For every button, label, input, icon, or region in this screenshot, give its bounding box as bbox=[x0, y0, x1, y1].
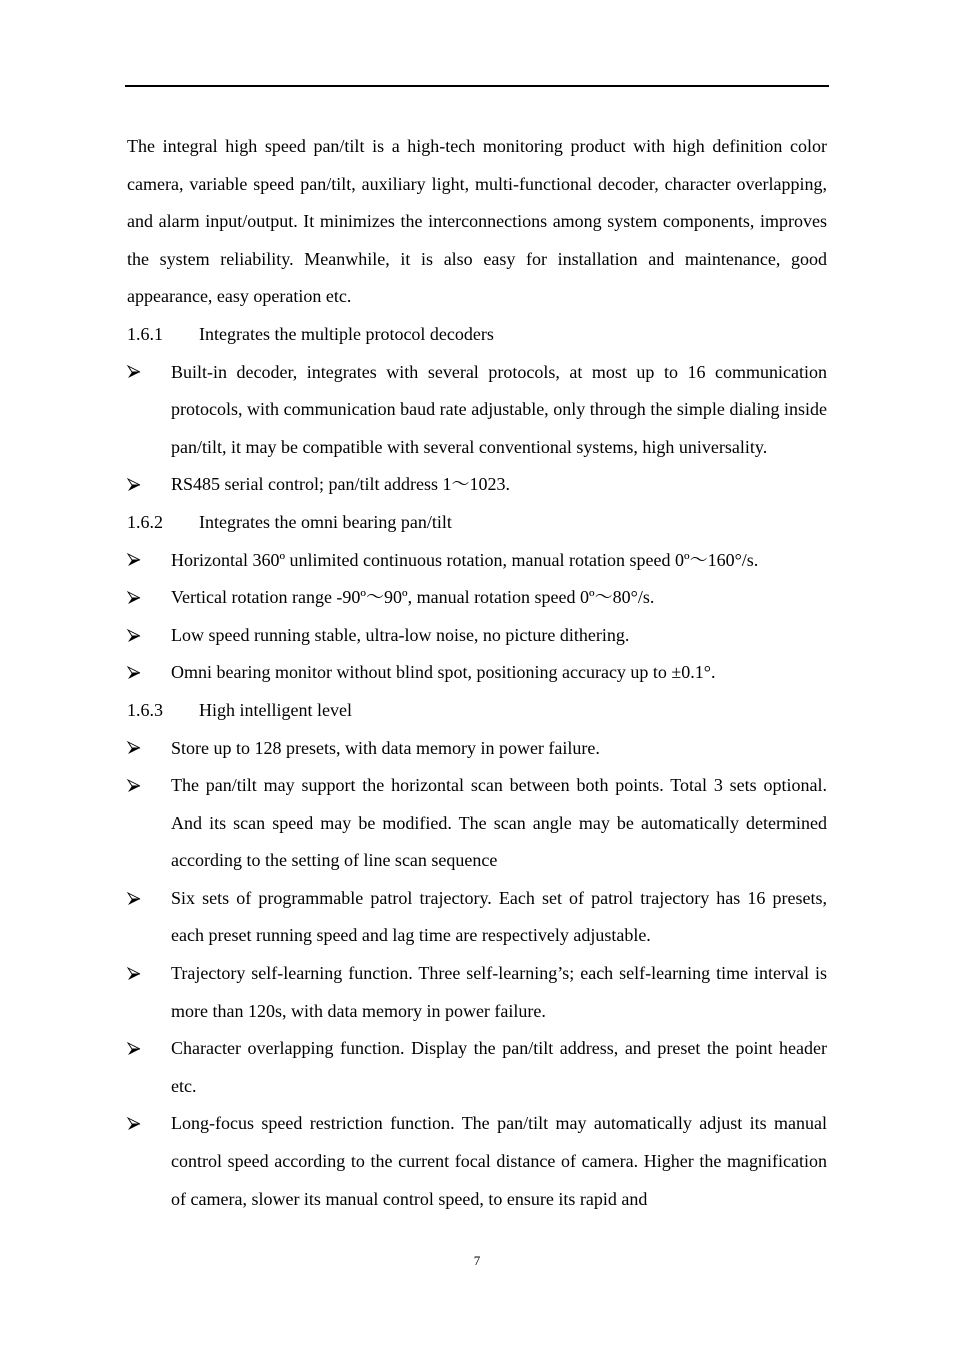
bullet-text: Trajectory self-learning function. Three self-learning’s; each self-learning time interval is more than 120s, with data memory in power failure. bbox=[171, 963, 827, 1021]
bullet-text: Long-focus speed restriction function. The pan/tilt may automatically adjust its manual control speed according to the current focal distance of camera. Higher the magnification of camera, slower its manual control speed, to ensure its rapid and bbox=[171, 1113, 827, 1209]
bullet-item bbox=[127, 730, 827, 768]
section-title: High intelligent level bbox=[199, 699, 352, 720]
section-heading bbox=[127, 504, 827, 542]
page-number: 7 bbox=[473, 1253, 481, 1268]
document-body bbox=[127, 128, 827, 1218]
bullet-text: RS485 serial control; pan/tilt address 1～1023. bbox=[171, 474, 510, 495]
arrowhead-bullet-icon bbox=[127, 617, 147, 655]
arrowhead-bullet-icon bbox=[127, 730, 147, 768]
bullet-item bbox=[127, 955, 827, 1030]
bullet-item bbox=[127, 1105, 827, 1218]
bullet-item bbox=[127, 880, 827, 955]
arrowhead-bullet-icon bbox=[127, 955, 147, 993]
arrowhead-bullet-icon bbox=[127, 654, 147, 692]
bullet-item bbox=[127, 1030, 827, 1105]
bullet-text: Store up to 128 presets, with data memory in power failure. bbox=[171, 737, 600, 758]
bullet-text: Omni bearing monitor without blind spot, positioning accuracy up to ±0.1°. bbox=[171, 662, 716, 683]
bullet-item bbox=[127, 354, 827, 467]
arrowhead-bullet-icon bbox=[127, 1105, 147, 1143]
arrowhead-bullet-icon bbox=[127, 542, 147, 580]
arrowhead-bullet-icon bbox=[127, 1030, 147, 1068]
intro-paragraph: The integral high speed pan/tilt is a high-tech monitoring product with high definition color camera, variable speed pan/tilt, auxiliary light, multi-functional decoder, character overlapping, and alarm input/output. It minimizes the interconnections among system components, improves the system reliability. Meanwhile, it is also easy for installation and maintenance, good appearance, easy operation etc. bbox=[127, 136, 827, 307]
bullet-text: Low speed running stable, ultra-low noise, no picture dithering. bbox=[171, 624, 630, 645]
bullet-text: The pan/tilt may support the horizontal scan between both points. Total 3 sets optional. And its scan speed may be modified. The scan angle may be automatically determined according to the setting of line scan sequence bbox=[171, 775, 827, 871]
arrowhead-bullet-icon bbox=[127, 579, 147, 617]
bullet-text: Built-in decoder, integrates with several protocols, at most up to 16 communication protocols, with communication baud rate adjustable, only through the simple dialing inside pan/tilt, it may be compatible with several conventional systems, high universality. bbox=[171, 361, 827, 457]
arrowhead-bullet-icon bbox=[127, 880, 147, 918]
arrowhead-bullet-icon bbox=[127, 767, 147, 805]
bullet-item bbox=[127, 767, 827, 880]
section-number: 1.6.2 bbox=[127, 511, 163, 532]
section-title: Integrates the multiple protocol decoders bbox=[199, 323, 494, 344]
header-rule bbox=[125, 85, 829, 87]
bullet-item bbox=[127, 542, 827, 580]
bullet-text: Vertical rotation range -90º～90º, manual rotation speed 0º～80°/s. bbox=[171, 587, 655, 608]
section-heading bbox=[127, 316, 827, 354]
section-heading bbox=[127, 692, 827, 730]
section-number: 1.6.3 bbox=[127, 699, 163, 720]
sections bbox=[127, 316, 827, 1218]
bullet-item bbox=[127, 466, 827, 504]
bullet-item bbox=[127, 579, 827, 617]
arrowhead-bullet-icon bbox=[127, 466, 147, 504]
bullet-item bbox=[127, 617, 827, 655]
section-number: 1.6.1 bbox=[127, 323, 163, 344]
bullet-text: Horizontal 360º unlimited continuous rotation, manual rotation speed 0º～160°/s. bbox=[171, 549, 759, 570]
arrowhead-bullet-icon bbox=[127, 354, 147, 392]
bullet-text: Character overlapping function. Display the pan/tilt address, and preset the point header etc. bbox=[171, 1038, 827, 1096]
bullet-text: Six sets of programmable patrol trajectory. Each set of patrol trajectory has 16 presets, each preset running speed and lag time are respectively adjustable. bbox=[171, 887, 827, 946]
bullet-item bbox=[127, 654, 827, 692]
section-title: Integrates the omni bearing pan/tilt bbox=[199, 511, 452, 532]
